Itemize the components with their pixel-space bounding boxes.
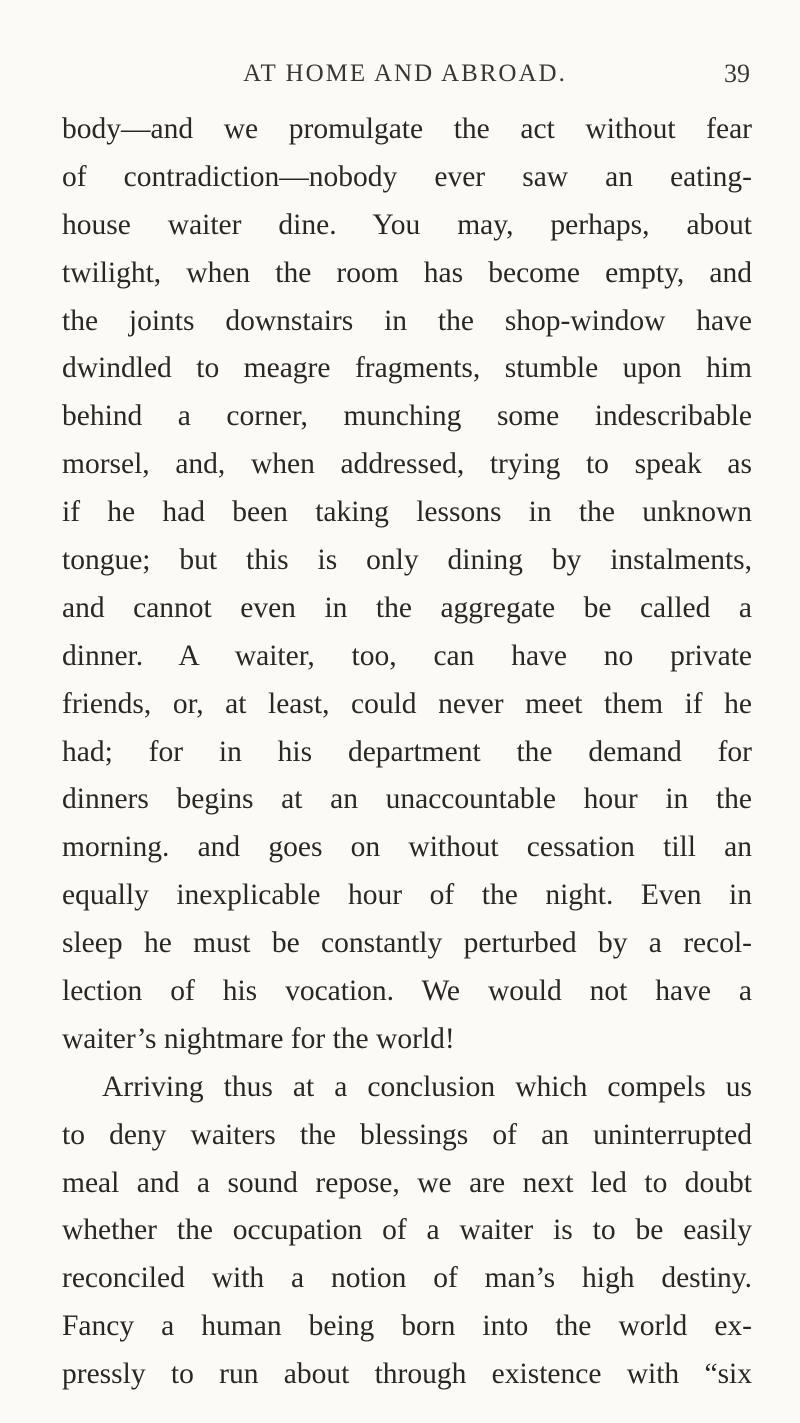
text-line: equally inexplicable hour of the night. Even in xyxy=(62,879,752,912)
text-line: had; for in his department the demand for xyxy=(62,735,752,768)
body-text xyxy=(62,106,752,1399)
text-line: tongue; but this is only dining by instalments, xyxy=(62,544,752,577)
text-line: behind a corner, munching some indescribable xyxy=(62,400,752,433)
text-line: the joints downstairs in the shop-window have xyxy=(62,304,752,337)
text-line: dwindled to meagre fragments, stumble upon him xyxy=(62,352,752,385)
text-line: sleep he must be constantly perturbed by a recol- xyxy=(62,927,752,960)
text-line: morsel, and, when addressed, trying to speak as xyxy=(62,448,752,481)
text-line: if he had been taking lessons in the unknown xyxy=(62,496,752,529)
text-line: meal and a sound repose, we are next led to doubt xyxy=(62,1166,752,1199)
text-line: waiter’s nightmare for the world! xyxy=(62,1022,455,1055)
text-line: house waiter dine. You may, perhaps, about xyxy=(62,208,752,241)
running-title: AT HOME AND ABROAD. xyxy=(243,60,567,87)
text-line: morning. and goes on without cessation till an xyxy=(62,831,752,864)
text-line: pressly to run about through existence with “six xyxy=(62,1358,752,1391)
text-line: dinners begins at an unaccountable hour in the xyxy=(62,783,752,816)
running-head xyxy=(60,56,750,92)
text-line: Arriving thus at a conclusion which compels us xyxy=(102,1070,752,1103)
text-line: of contradiction—nobody ever saw an eating- xyxy=(62,160,752,193)
text-line: to deny waiters the blessings of an uninterrupted xyxy=(62,1118,752,1151)
text-line: twilight, when the room has become empty, and xyxy=(62,256,752,289)
page-number: 39 xyxy=(724,59,750,88)
text-line: body—and we promulgate the act without fear xyxy=(62,113,752,145)
text-line: friends, or, at least, could never meet them if he xyxy=(62,687,752,720)
text-line: dinner. A waiter, too, can have no private xyxy=(62,639,752,672)
text-line: lection of his vocation. We would not have a xyxy=(62,975,752,1008)
text-line: Fancy a human being born into the world ex- xyxy=(62,1310,752,1343)
text-line: and cannot even in the aggregate be called a xyxy=(62,591,752,624)
text-line: reconciled with a notion of man’s high destiny. xyxy=(62,1262,752,1295)
text-line: whether the occupation of a waiter is to be easily xyxy=(62,1214,752,1247)
